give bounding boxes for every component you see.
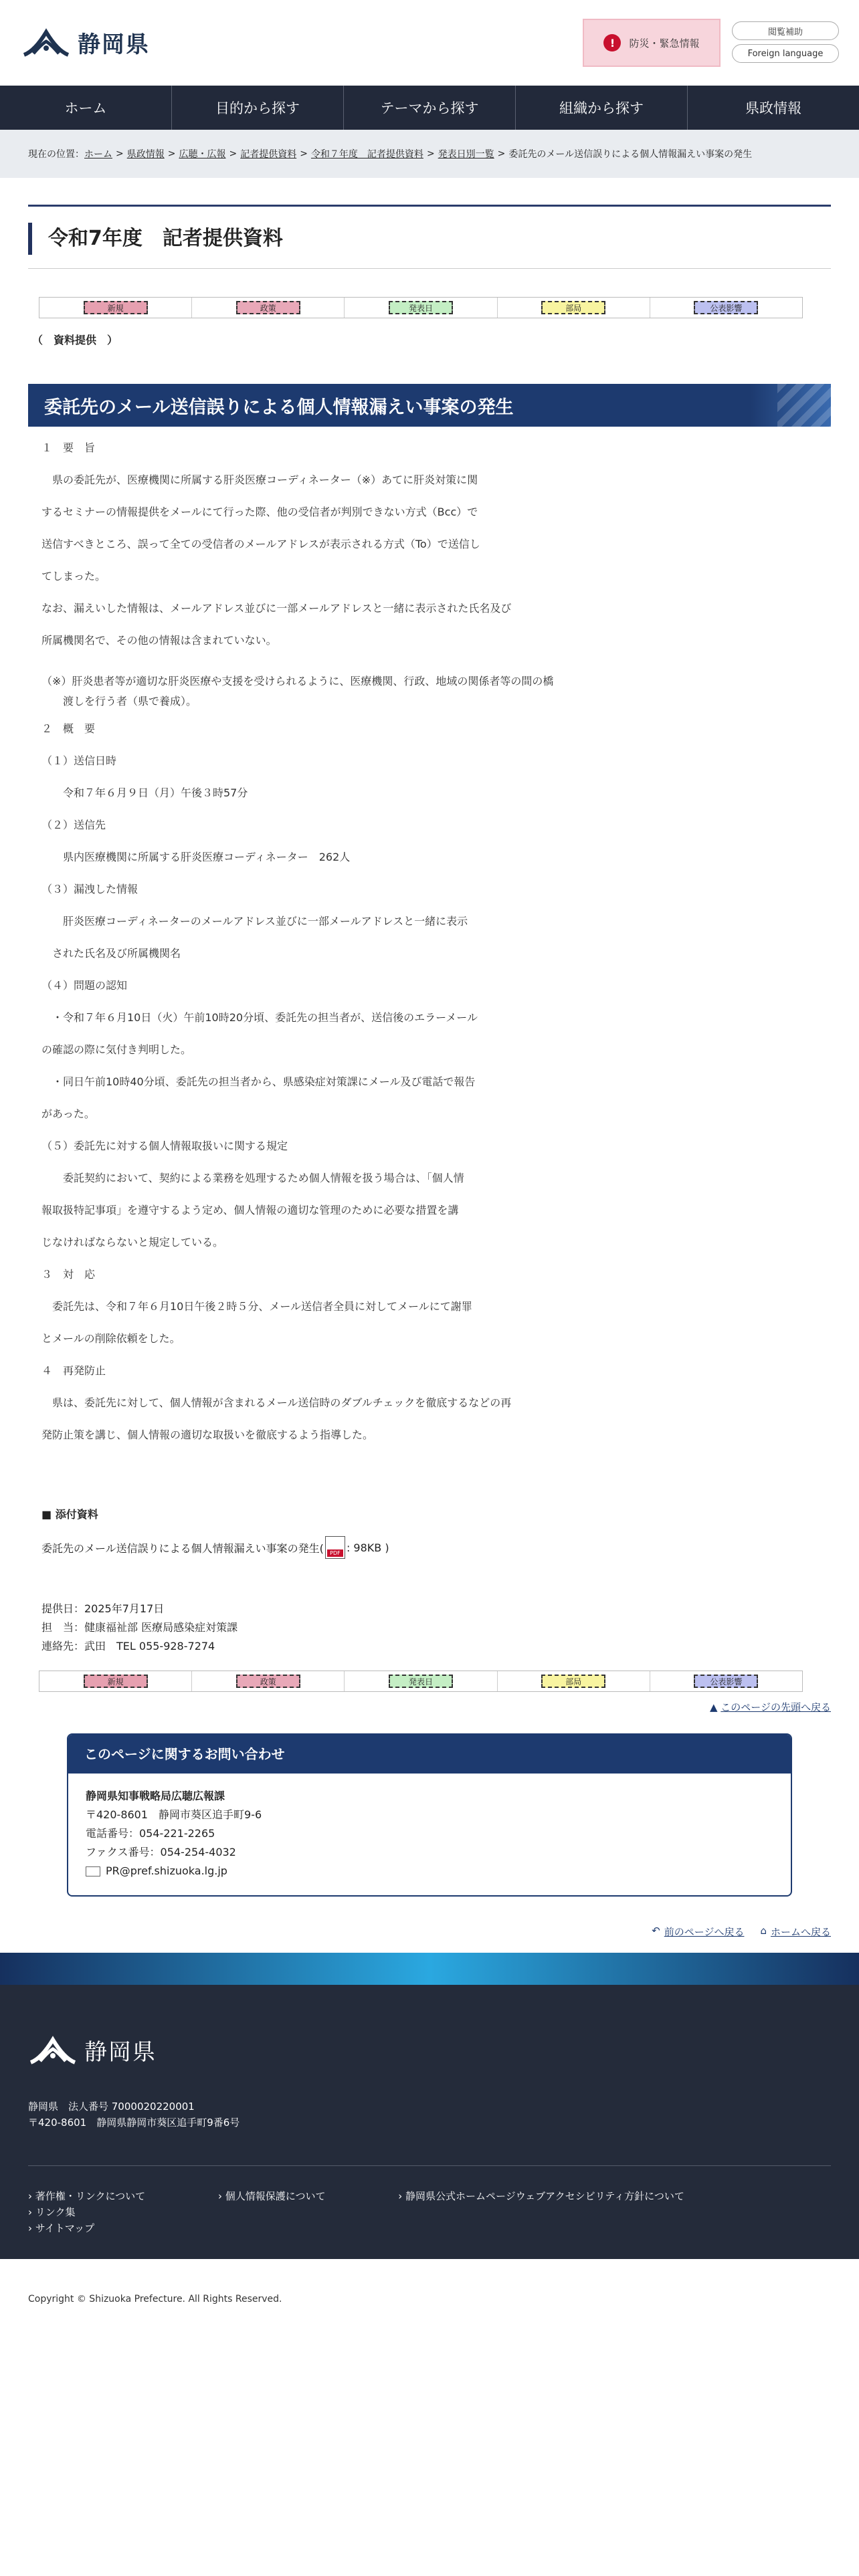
- body-line: 報取扱特記事項」を遵守するよう定め、個人情報の適切な管理のために必要な措置を講: [41, 1204, 459, 1216]
- body-line: なお、漏えいした情報は、メールアドレス並びに一部メールアドレスと一緒に表示された氏名及び: [41, 602, 512, 615]
- back-to-top: [710, 1700, 831, 1714]
- mail-icon: [86, 1866, 100, 1876]
- contact-heading: このページに関するお問い合わせ: [68, 1735, 791, 1774]
- gnav-purpose[interactable]: 目的から探す: [172, 86, 344, 130]
- body-line: の確認の際に気付き判明した。: [41, 1043, 192, 1056]
- tag-new: 新規: [84, 1675, 148, 1688]
- contact-address: 〒420-8601 静岡市葵区追手町9-6: [86, 1808, 262, 1821]
- body-note-line: （※）肝炎患者等が適切な肝炎医療や支援を受けられるように、医療機関、行政、地域の関係者等の間の橋: [41, 675, 554, 687]
- breadcrumb-prefix: 現在の位置：: [28, 149, 84, 160]
- body-line: じなければならないと規定している。: [41, 1236, 224, 1249]
- contact-box: [67, 1733, 792, 1897]
- top-divider: [28, 205, 831, 207]
- breadcrumb-link-governance[interactable]: 県政情報: [126, 149, 165, 160]
- footer-address: 〒420-8601 静岡県静岡市葵区追手町9番6号: [28, 2117, 240, 2129]
- body-line: するセミナーの情報提供をメールにて行った際、他の受信者が判別できない方式（Bcc）で: [41, 506, 478, 518]
- breadcrumb: 現在の位置： ホーム > 県政情報 > 広聴・広報 > 記者提供資料 > 令和７年度 記者提供資料 > 発表日別一覧 > 委託先のメール送信誤りによる個人情報漏えい事案の発生: [0, 130, 859, 178]
- footer-corp-number: 静岡県 法人番号 7000020220001: [28, 2101, 195, 2113]
- breadcrumb-link-home[interactable]: ホーム: [84, 149, 112, 160]
- footer-link-copyright[interactable]: › 著作権・リンクについて: [28, 2190, 146, 2202]
- body-line: ・令和７年６月10日（火）午前10時20分頃、委託先の担当者が、送信後のエラーメール: [41, 1011, 478, 1024]
- tag-public: 公表影響: [694, 1675, 758, 1688]
- footer-info: [28, 2099, 240, 2131]
- site-header: [0, 0, 859, 84]
- release-kind-label: （ 資料提供 ）: [32, 334, 118, 346]
- footer-logo-text: 静岡県: [84, 2038, 157, 2066]
- attachment-size: : 98KB ): [346, 1541, 389, 1554]
- title-divider: [28, 268, 831, 269]
- tag-row-top: [39, 297, 803, 318]
- breadcrumb-link-pr[interactable]: 広聴・広報: [179, 149, 226, 160]
- global-nav: [0, 86, 859, 130]
- body-line: ・同日午前10時40分頃、委託先の担当者から、県感染症対策課にメール及び電話で報告: [41, 1075, 476, 1088]
- gnav-home[interactable]: ホーム: [0, 86, 172, 130]
- back-arrow-icon: ↶: [652, 1925, 660, 1937]
- tag-policy: 政策: [236, 1675, 300, 1688]
- body-note-line: 渡しを行う者（県で養成）。: [41, 695, 197, 708]
- body-line: ４ 再発防止: [41, 1364, 106, 1377]
- breadcrumb-current: 委託先のメール送信誤りによる個人情報漏えい事案の発生: [508, 149, 753, 160]
- body-line: 県内医療機関に所属する肝炎医療コーディネーター 262人: [41, 851, 351, 863]
- footer-links: [28, 2188, 831, 2236]
- contact-tel: 電話番号：054-221-2265: [86, 1827, 215, 1840]
- contact-fax: ファクス番号：054-254-4032: [86, 1846, 236, 1858]
- body-line: （２）送信先: [41, 819, 106, 831]
- pdf-icon: PDF: [325, 1536, 345, 1559]
- back-to-top-link[interactable]: このページの先頭へ戻る: [721, 1701, 831, 1713]
- disaster-info-button[interactable]: [583, 19, 721, 67]
- footer-link-accessibility[interactable]: › 静岡県公式ホームページウェブアクセシビリティ方針について: [398, 2190, 684, 2202]
- page-title: 令和7年度 記者提供資料: [28, 223, 831, 255]
- attachment-section: [41, 1506, 389, 1559]
- main-content: [28, 205, 831, 1938]
- body-line: 発防止策を講じ、個人情報の適切な取扱いを徹底するよう指導した。: [41, 1428, 374, 1441]
- triangle-up-icon: ▲: [709, 1701, 718, 1713]
- body-line: １ 要 旨: [41, 441, 96, 454]
- body-line: された氏名及び所属機関名: [41, 947, 181, 960]
- gnav-organization[interactable]: 組織から探す: [516, 86, 688, 130]
- alert-icon: !: [603, 34, 621, 51]
- site-footer: [0, 1985, 859, 2259]
- gnav-governance[interactable]: 県政情報: [745, 100, 801, 116]
- tag-public: 公表影響: [694, 301, 758, 314]
- body-line: 令和７年６月９日（月）午後３時57分: [41, 786, 248, 799]
- body-line: 所属機関名で、その他の情報は含まれていない。: [41, 634, 277, 647]
- prefecture-emblem-icon: [21, 24, 71, 60]
- tag-date: 発表日: [389, 1675, 453, 1688]
- home-link[interactable]: ホームへ戻る: [770, 1926, 831, 1938]
- footer-link-sitemap[interactable]: › サイトマップ: [28, 2222, 95, 2234]
- body-line: （４）問題の認知: [41, 979, 128, 992]
- body-line: 委託契約において、契約による業務を処理するため個人情報を扱う場合は、「個人情: [41, 1172, 464, 1184]
- release-date: 提供日：2025年7月17日: [41, 1602, 165, 1615]
- body-line: （５）委託先に対する個人情報取扱いに関する規定: [41, 1140, 288, 1152]
- body-line: 県は、委託先に対して、個人情報が含まれるメール送信時のダブルチェックを徹底するなどの再: [41, 1396, 512, 1409]
- breadcrumb-link-press[interactable]: 記者提供資料: [240, 149, 297, 160]
- body-line: てしまった。: [41, 570, 106, 582]
- tag-row-bottom: [39, 1671, 803, 1692]
- body-line: [41, 657, 811, 665]
- body-line: ２ 概 要: [41, 722, 96, 735]
- footer-link-links[interactable]: › リンク集: [28, 2206, 76, 2218]
- reading-support-button[interactable]: 閲覧補助: [732, 21, 839, 40]
- body-line: 県の委託先が、医療機関に所属する肝炎医療コーディネーター（※）あてに肝炎対策に関: [41, 473, 478, 486]
- attachment-link[interactable]: [41, 1536, 389, 1559]
- footer-divider: [28, 2165, 831, 2166]
- contact-body: [68, 1774, 791, 1895]
- body-line: （１）送信日時: [41, 754, 117, 767]
- tag-dept: 部局: [541, 1675, 605, 1688]
- release-dept: 担 当：健康福祉部 医療局感染症対策課: [41, 1621, 238, 1634]
- breadcrumb-link-by-date[interactable]: 発表日別一覧: [438, 149, 494, 160]
- body-line: 送信すべきところ、誤って全ての受信者のメールアドレスが表示される方式（To）で送信し: [41, 538, 480, 550]
- disaster-info-label: 防災・緊急情報: [629, 37, 700, 49]
- foreign-language-button[interactable]: Foreign language: [732, 44, 839, 63]
- article-title-text: 委託先のメール送信誤りによる個人情報漏えい事案の発生: [44, 397, 514, 418]
- body-line: 肝炎医療コーディネーターのメールアドレス並びに一部メールアドレスと一緒に表示: [41, 915, 468, 928]
- footer-link-privacy[interactable]: › 個人情報保護について: [217, 2190, 326, 2202]
- contact-email-row: [86, 1862, 773, 1881]
- release-meta: [41, 1600, 237, 1656]
- tag-dept: 部局: [541, 301, 605, 314]
- prev-page-link[interactable]: 前のページへ戻る: [664, 1926, 745, 1938]
- breadcrumb-link-press-r7[interactable]: 令和７年度 記者提供資料: [310, 149, 423, 160]
- home-icon: ⌂: [760, 1925, 767, 1937]
- copyright: Copyright © Shizuoka Prefecture. All Rights Reserved.: [28, 2294, 282, 2304]
- body-line: ３ 対 応: [41, 1268, 96, 1281]
- body-line: とメールの削除依頼をした。: [41, 1332, 181, 1345]
- body-line: 委託先は、令和７年６月10日午後２時５分、メール送信者全員に対してメールにて謝罪: [41, 1300, 472, 1313]
- attachment-link-text: 委託先のメール送信誤りによる個人情報漏えい事案の発生(: [41, 1541, 324, 1555]
- gnav-theme[interactable]: テーマから探す: [344, 86, 516, 130]
- attachment-heading: ■ 添付資料: [41, 1508, 98, 1521]
- release-contact: 連絡先：武田 TEL 055-928-7274: [41, 1640, 215, 1652]
- contact-email-link[interactable]: PR@pref.shizuoka.lg.jp: [106, 1864, 227, 1877]
- heading-decoration: [777, 384, 831, 427]
- article-title: [28, 384, 831, 427]
- footer-gradient-band: [0, 1953, 859, 1985]
- tag-new: 新規: [84, 301, 148, 314]
- site-logo[interactable]: [21, 24, 150, 60]
- site-logo-text: 静岡県: [78, 31, 150, 58]
- body-line: （３）漏洩した情報: [41, 883, 138, 895]
- body-line: があった。: [41, 1107, 95, 1120]
- contact-org: 静岡県知事戦略局広聴広報課: [86, 1790, 225, 1802]
- tag-date: 発表日: [389, 301, 453, 314]
- article-body: [41, 432, 811, 1451]
- page-bottom-links: [652, 1925, 831, 1939]
- tag-policy: 政策: [236, 301, 300, 314]
- footer-logo[interactable]: [28, 2032, 157, 2068]
- prefecture-emblem-icon: [28, 2032, 78, 2068]
